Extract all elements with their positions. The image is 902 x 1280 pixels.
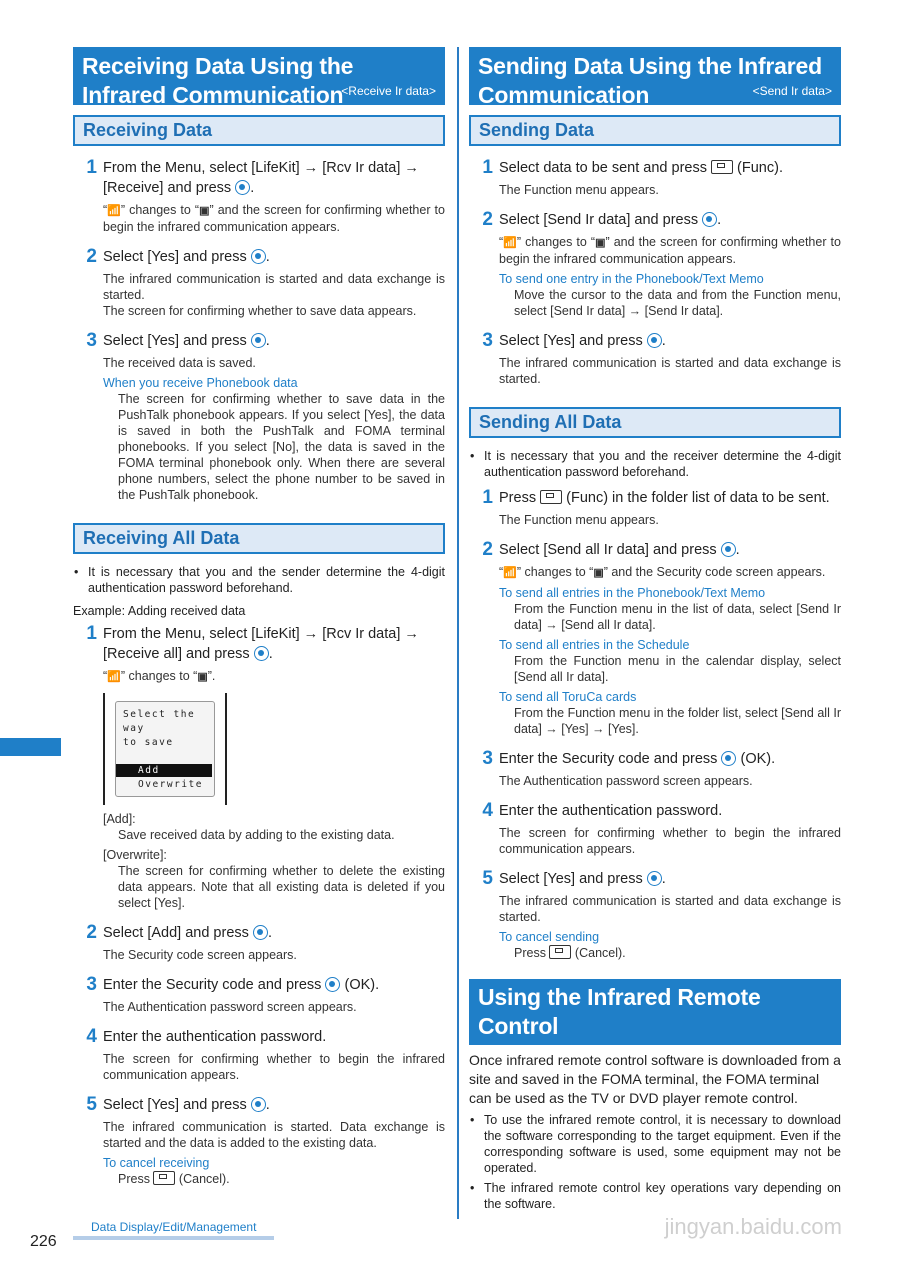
step-text-part: From the Menu, select [LifeKit] → [Rcv Ir data] → [Receive] and press xyxy=(103,160,419,196)
ok-button-icon xyxy=(721,542,736,557)
step-4 xyxy=(73,1027,445,1047)
step-text xyxy=(103,923,445,943)
note-body: From the Function menu in the folder list, select [Send all Ir data] → [Yes] → [Yes]. xyxy=(514,706,841,736)
step-number: 3 xyxy=(482,748,493,769)
step-text-part: . xyxy=(661,333,666,349)
step-1 xyxy=(469,488,841,508)
note-heading: To send all ToruCa cards xyxy=(499,690,637,704)
step-text: Enter the authentication password. xyxy=(103,1029,327,1045)
column-divider xyxy=(457,47,459,1219)
step-number: 1 xyxy=(86,623,97,644)
step-number: 1 xyxy=(482,157,493,178)
step-2 xyxy=(73,247,445,267)
page-number: 226 xyxy=(30,1233,57,1250)
step-desc: The Function menu appears. xyxy=(499,183,659,197)
step-text-part: Press xyxy=(499,490,537,506)
step-text-part: Select data to be sent and press xyxy=(499,160,707,176)
ok-button-icon xyxy=(254,646,269,661)
mail-button-icon xyxy=(540,490,562,504)
screen-message-line: to save xyxy=(123,737,174,748)
watermark: jingyan.baidu.com xyxy=(664,1214,842,1239)
ir-antenna-icon: 📶 xyxy=(107,671,121,683)
option-add[interactable]: Add xyxy=(116,764,212,777)
desc-part: “ xyxy=(499,235,504,249)
step-number: 3 xyxy=(86,330,97,351)
step-desc: The screen for confirming whether to begin the infrared communication appears. xyxy=(499,826,841,856)
step-text-part: (OK). xyxy=(740,751,776,767)
section-sending-data: Sending Data xyxy=(469,115,841,146)
step-number: 5 xyxy=(86,1094,97,1115)
ir-antenna-icon: 📶 xyxy=(107,205,121,217)
step-text-part: . xyxy=(265,249,270,265)
step-desc: The screen for confirming whether to save data appears. xyxy=(103,304,417,318)
step-text-part: Select [Yes] and press xyxy=(103,333,247,349)
note-body: The screen for confirming whether to save data in the PushTalk phonebook appears. If you select [Yes], the data is saved in both the PushTalk and FOMA terminal phonebooks. If you select [No], the data is saved in the FOMA terminal phonebook only. When there are several phone numbers, select the phone number to be saved in the PushTalk phonebook. xyxy=(118,392,445,502)
send-banner-sub: <Send Ir data> xyxy=(752,84,832,98)
term-desc: The screen for confirming whether to delete the existing data appears. Note that all existing data is deleted if you select [Yes]. xyxy=(118,864,445,910)
receive-banner-title: Receiving Data Using the Infrared Communication xyxy=(82,53,354,108)
ok-button-icon xyxy=(253,925,268,940)
desc-part: ” and the screen for confirming whether to begin the infrared communication appears. xyxy=(103,203,445,234)
step-text-part: . xyxy=(717,212,722,228)
step-text-part: (OK). xyxy=(344,977,380,993)
note-heading: To send one entry in the Phonebook/Text Memo xyxy=(499,272,764,286)
desc-part: ” changes to “ xyxy=(516,565,594,579)
step-text-part: Select [Yes] and press xyxy=(499,871,643,887)
step-text xyxy=(499,540,841,560)
ir-antenna-icon: 📶 xyxy=(503,237,517,249)
ok-button-icon xyxy=(325,977,340,992)
step-text-part: Enter the Security code and press xyxy=(103,977,322,993)
step-number: 2 xyxy=(482,539,493,560)
step-text-part: . xyxy=(265,333,270,349)
step-desc xyxy=(499,234,841,267)
chapter-tab xyxy=(0,738,61,756)
step-number: 3 xyxy=(86,974,97,995)
ok-button-icon xyxy=(721,751,736,766)
ir-exec-icon: ▣ xyxy=(593,567,604,579)
remote-lead: Once infrared remote control software is downloaded from a site and saved in the FOMA terminal, the FOMA terminal can be used as the TV or DVD player remote control. xyxy=(469,1052,841,1106)
term-desc: Save received data by adding to the existing data. xyxy=(118,828,395,842)
step-text-part: (Func) in the folder list of data to be sent. xyxy=(566,490,830,506)
note-body: From the Function menu in the list of data, select [Send Ir data] → [Send all Ir data]. xyxy=(514,602,841,632)
desc-part: ” changes to “ xyxy=(120,203,200,217)
note-part: Press xyxy=(514,946,546,960)
desc-part: ” changes to “ xyxy=(516,235,596,249)
remote-banner-title: Using the Infrared Remote Control xyxy=(478,984,761,1039)
note-heading: To send all entries in the Schedule xyxy=(499,638,690,652)
note-heading: When you receive Phonebook data xyxy=(103,376,298,390)
step-1 xyxy=(73,158,445,198)
bullet-item: • The infrared remote control key operations vary depending on the software. xyxy=(469,1180,841,1212)
ok-button-icon xyxy=(251,333,266,348)
ir-exec-icon: ▣ xyxy=(199,205,210,217)
step-text-part: . xyxy=(735,542,740,558)
step-desc: The Authentication password screen appears. xyxy=(103,1000,357,1014)
step-desc xyxy=(103,668,445,685)
step-number: 5 xyxy=(482,868,493,889)
step-text xyxy=(499,749,841,769)
note-body: From the Function menu in the calendar display, select [Send all Ir data]. xyxy=(514,654,841,684)
step-desc: The Authentication password screen appears. xyxy=(499,774,753,788)
step-text-part: . xyxy=(268,646,273,662)
step-4 xyxy=(469,801,841,821)
step-text-part: Select [Yes] and press xyxy=(103,249,247,265)
desc-part: “ xyxy=(103,669,108,683)
right-column xyxy=(469,47,841,1212)
mail-button-icon xyxy=(549,945,571,959)
mail-button-icon xyxy=(711,160,733,174)
step-number: 2 xyxy=(482,209,493,230)
step-text-part: . xyxy=(661,871,666,887)
step-5 xyxy=(73,1095,445,1115)
receive-banner-sub: <Receive Ir data> xyxy=(341,84,436,98)
step-text-part: Enter the Security code and press xyxy=(499,751,718,767)
bullet-item: • It is necessary that you and the sender determine the 4-digit authentication password beforehand. xyxy=(73,564,445,596)
step-number: 1 xyxy=(482,487,493,508)
ok-button-icon xyxy=(702,212,717,227)
bullet-item: • It is necessary that you and the receiver determine the 4-digit authentication password beforehand. xyxy=(469,448,841,480)
ok-button-icon xyxy=(647,333,662,348)
step-text-part: From the Menu, select [LifeKit] → [Rcv Ir data] → [Receive all] and press xyxy=(103,626,419,662)
step-desc: The screen for confirming whether to begin the infrared communication appears. xyxy=(103,1052,445,1082)
send-banner-title: Sending Data Using the Infrared Communication xyxy=(478,53,822,108)
desc-part: “ xyxy=(103,203,108,217)
term-label: [Add]: xyxy=(103,812,136,826)
desc-part: ”. xyxy=(207,669,216,683)
step-text-part: Select [Yes] and press xyxy=(499,333,643,349)
step-text-part: . xyxy=(250,180,255,196)
step-text xyxy=(499,331,841,351)
ok-button-icon xyxy=(251,249,266,264)
option-overwrite[interactable]: Overwrite xyxy=(138,779,203,790)
note-body: Move the cursor to the data and from the Function menu, select [Send Ir data] → [Send Ir data]. xyxy=(514,288,841,318)
ok-button-icon xyxy=(235,180,250,195)
step-number: 4 xyxy=(482,800,493,821)
desc-part: ” and the Security code screen appears. xyxy=(603,565,826,579)
note-body xyxy=(118,1171,445,1187)
mail-button-icon xyxy=(153,1171,175,1185)
receive-banner xyxy=(73,47,445,108)
note-part: Press xyxy=(118,1172,150,1186)
step-desc: The infrared communication is started and data exchange is started. xyxy=(499,356,841,386)
step-number: 1 xyxy=(86,157,97,178)
ok-button-icon xyxy=(251,1097,266,1112)
ir-exec-icon: ▣ xyxy=(197,671,208,683)
step-text xyxy=(103,624,445,664)
step-text-part: (Func). xyxy=(737,160,783,176)
step-desc: The infrared communication is started and data exchange is started. xyxy=(499,894,841,924)
note-heading: To send all entries in the Phonebook/Text Memo xyxy=(499,586,766,600)
bullet-item: • To use the infrared remote control, it is necessary to download the software corresponding to the target equipment. Even if the corresponding software is used, some equipment may not be operated. xyxy=(469,1112,841,1176)
desc-part: “ xyxy=(499,565,504,579)
step-desc: The infrared communication is started and data exchange is started. xyxy=(103,272,445,302)
step-3 xyxy=(73,331,445,351)
step-2 xyxy=(73,923,445,943)
step-desc xyxy=(103,202,445,235)
step-desc xyxy=(499,564,841,581)
step-text xyxy=(103,158,445,198)
step-text-part: Select [Add] and press xyxy=(103,925,249,941)
ok-button-icon xyxy=(647,871,662,886)
section-receiving-all-data: Receiving All Data xyxy=(73,523,445,554)
note-part: (Cancel). xyxy=(178,1172,230,1186)
step-3 xyxy=(469,749,841,769)
step-2 xyxy=(469,210,841,230)
step-desc: The Function menu appears. xyxy=(499,513,659,527)
step-desc: The received data is saved. xyxy=(103,356,256,370)
note-heading: To cancel sending xyxy=(499,930,600,944)
step-text-part: . xyxy=(265,1097,270,1113)
step-text xyxy=(103,1095,445,1115)
step-number: 2 xyxy=(86,246,97,267)
step-3 xyxy=(469,331,841,351)
step-1 xyxy=(469,158,841,178)
example-label: Example: Adding received data xyxy=(73,604,246,618)
step-text xyxy=(499,869,841,889)
step-text xyxy=(103,975,445,995)
footer-section: Data Display/Edit/Management xyxy=(73,1220,274,1240)
section-receiving-data: Receiving Data xyxy=(73,115,445,146)
phone-screen xyxy=(103,693,227,805)
step-3 xyxy=(73,975,445,995)
ir-antenna-icon: 📶 xyxy=(503,567,517,579)
step-5 xyxy=(469,869,841,889)
note-part: (Cancel). xyxy=(574,946,626,960)
step-2 xyxy=(469,540,841,560)
screen-message xyxy=(116,702,214,750)
step-text xyxy=(103,331,445,351)
term-label: [Overwrite]: xyxy=(103,848,167,862)
step-1 xyxy=(73,624,445,664)
desc-part: ” and the screen for confirming whether to begin the infrared communication appears. xyxy=(499,235,841,266)
step-text-part: . xyxy=(267,925,272,941)
step-text xyxy=(499,158,841,178)
screen-message-line: Select the way xyxy=(123,709,196,734)
step-text: Enter the authentication password. xyxy=(499,803,723,819)
step-desc: The Security code screen appears. xyxy=(103,948,297,962)
note-body xyxy=(514,945,841,961)
remote-banner xyxy=(469,979,841,1045)
step-text-part: Select [Send Ir data] and press xyxy=(499,212,699,228)
send-banner xyxy=(469,47,841,108)
left-column xyxy=(73,47,445,1187)
screen-display xyxy=(115,701,215,797)
note-heading: To cancel receiving xyxy=(103,1156,210,1170)
section-sending-all-data: Sending All Data xyxy=(469,407,841,438)
step-text xyxy=(499,488,841,508)
ir-exec-icon: ▣ xyxy=(595,237,606,249)
step-number: 3 xyxy=(482,330,493,351)
step-text xyxy=(103,247,445,267)
step-number: 4 xyxy=(86,1026,97,1047)
step-number: 2 xyxy=(86,922,97,943)
step-desc: The infrared communication is started. Data exchange is started and the data is added to the existing data. xyxy=(103,1120,445,1150)
step-text-part: Select [Yes] and press xyxy=(103,1097,247,1113)
step-text xyxy=(499,210,841,230)
step-text-part: Select [Send all Ir data] and press xyxy=(499,542,717,558)
desc-part: ” changes to “ xyxy=(120,669,198,683)
